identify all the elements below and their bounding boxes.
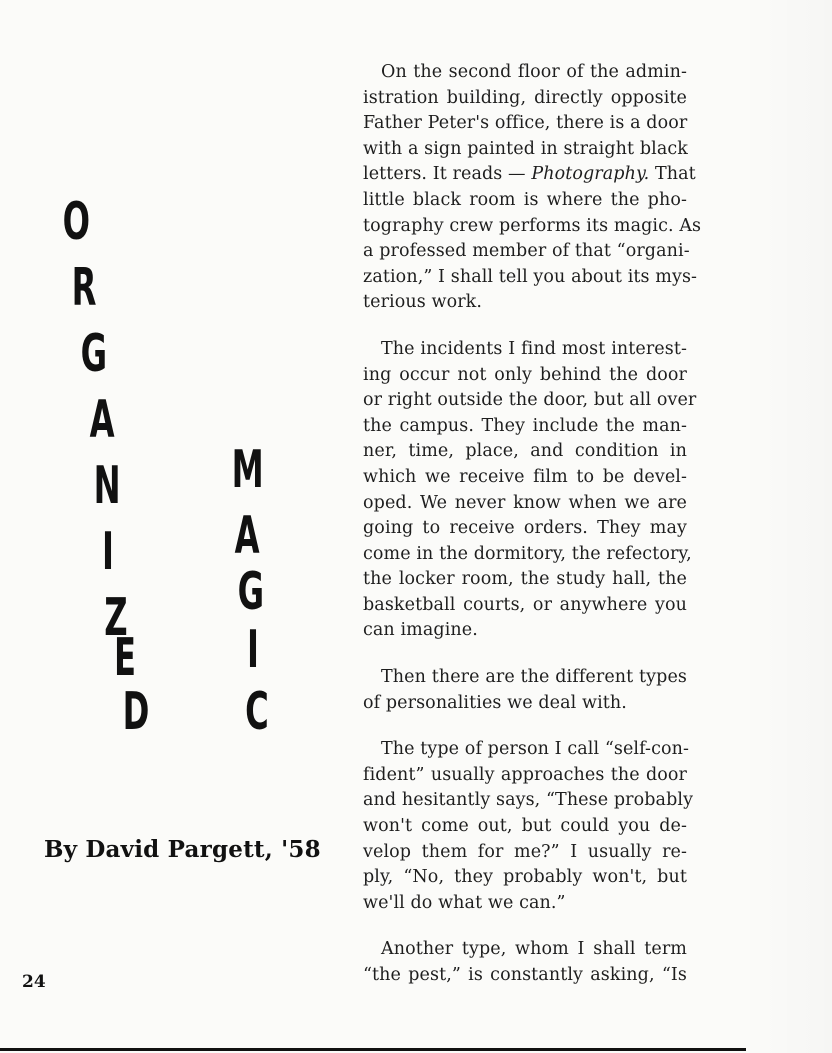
text-line: of personalities we deal with. xyxy=(363,692,627,713)
title-letter: I xyxy=(101,522,114,582)
text-line: velop them for me?” I usually re- xyxy=(363,841,687,862)
title-letter: E xyxy=(113,628,137,688)
text-line: won't come out, but could you de- xyxy=(363,816,687,837)
title-letter: N xyxy=(93,456,121,516)
title-letter: Z xyxy=(104,588,128,648)
text-line: and hesitantly says, “These probably xyxy=(363,790,694,811)
text-line: terious work. xyxy=(363,292,483,313)
text-line: the campus. They include the man- xyxy=(363,415,687,436)
text-line: can imagine. xyxy=(363,620,478,641)
text-line: with a sign painted in straight black xyxy=(363,138,688,159)
paragraph xyxy=(363,60,702,316)
text-line: basketball courts, or anywhere you xyxy=(363,594,687,615)
title-letter: G xyxy=(80,324,108,384)
page-edge-shadow xyxy=(740,0,832,1053)
text-line: ply, “No, they probably won't, but xyxy=(363,867,687,888)
text-fragment: letters. It reads — xyxy=(363,164,532,185)
text-line: ing occur not only behind the door xyxy=(363,364,687,385)
text-line xyxy=(363,162,696,188)
text-line: which we receive film to be devel- xyxy=(363,466,687,487)
text-line: ner, time, place, and condition in xyxy=(363,441,687,462)
text-line: oped. We never know when we are xyxy=(363,492,687,513)
text-line: On the second floor of the admin- xyxy=(381,62,687,82)
text-fragment: That xyxy=(649,164,696,185)
italic-word: Photography. xyxy=(531,164,650,185)
title-letter: A xyxy=(89,390,115,450)
title-letter: M xyxy=(231,440,264,500)
title-letter: C xyxy=(245,682,269,742)
paragraph xyxy=(363,665,687,716)
page-number: 24 xyxy=(22,972,46,992)
bottom-rule xyxy=(0,1048,746,1051)
text-line: tography crew performs its magic. As xyxy=(363,215,702,236)
paragraph xyxy=(363,737,694,916)
text-line: Then there are the different types xyxy=(381,667,687,688)
text-line: come in the dormitory, the refectory, xyxy=(363,543,692,564)
article-body xyxy=(363,60,702,1010)
text-line: Another type, whom I shall term xyxy=(381,939,687,960)
text-line: Father Peter's office, there is a door xyxy=(363,113,688,134)
paragraph xyxy=(363,937,687,988)
text-line: the locker room, the study hall, the xyxy=(363,569,687,590)
byline: By David Pargett, '58 xyxy=(44,836,321,863)
paragraph xyxy=(363,337,697,644)
title-letter: G xyxy=(237,562,265,622)
text-line: istration building, directly opposite xyxy=(363,87,687,108)
text-line: a professed member of that “organi- xyxy=(363,241,690,262)
text-line: zation,” I shall tell you about its mys- xyxy=(363,266,698,287)
title-letter: D xyxy=(122,682,150,742)
title-letter: R xyxy=(71,258,97,318)
text-line: The incidents I find most interest- xyxy=(381,338,687,359)
title-letter: A xyxy=(234,506,260,566)
text-line: “the pest,” is constantly asking, “Is xyxy=(363,965,687,985)
text-line: The type of person I call “self-con- xyxy=(381,739,689,760)
text-line: fident” usually approaches the door xyxy=(363,764,687,785)
title-letter: I xyxy=(246,620,259,680)
text-line: little black room is where the pho- xyxy=(363,189,687,210)
text-line: or right outside the door, but all over xyxy=(363,390,697,411)
text-line: we'll do what we can.” xyxy=(363,892,566,913)
text-line: going to receive orders. They may xyxy=(363,518,687,539)
title-letter: O xyxy=(62,192,91,252)
